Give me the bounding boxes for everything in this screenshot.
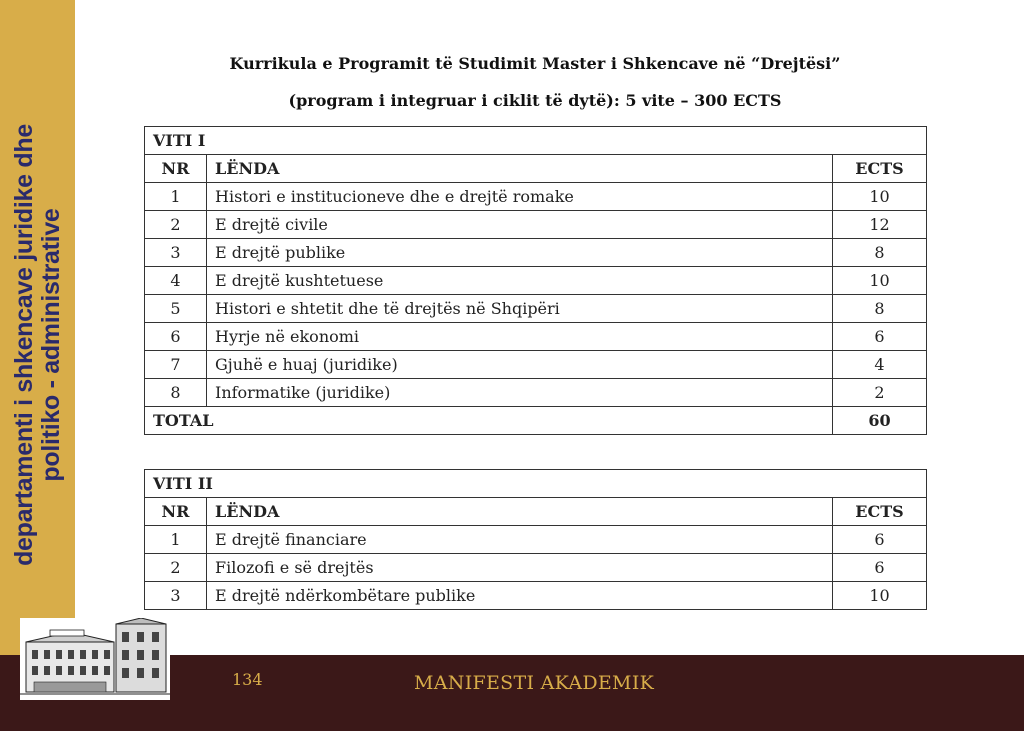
row-subject: E drejtë civile <box>207 211 833 239</box>
row-nr: 6 <box>145 323 207 351</box>
row-ects: 8 <box>833 295 927 323</box>
header-ects: ECTS <box>833 155 927 183</box>
row-subject: E drejtë publike <box>207 239 833 267</box>
year-row <box>145 470 927 498</box>
total-row <box>145 407 927 435</box>
header-row <box>145 155 927 183</box>
row-nr: 4 <box>145 267 207 295</box>
row-subject: Informatike (juridike) <box>207 379 833 407</box>
university-building-illustration <box>20 618 170 700</box>
row-nr: 5 <box>145 295 207 323</box>
table-row <box>145 526 927 554</box>
row-ects: 8 <box>833 239 927 267</box>
department-name <box>11 124 65 566</box>
row-ects: 6 <box>833 323 927 351</box>
curriculum-table-year-2 <box>144 469 927 610</box>
page-subtitle: (program i integruar i ciklit të dytë): 5 vite – 300 ECTS <box>288 91 782 110</box>
row-nr: 2 <box>145 211 207 239</box>
table-row <box>145 323 927 351</box>
row-ects: 10 <box>833 267 927 295</box>
row-subject: Histori e institucioneve dhe e drejtë romake <box>207 183 833 211</box>
row-ects: 6 <box>833 526 927 554</box>
row-nr: 8 <box>145 379 207 407</box>
header-nr: NR <box>145 155 207 183</box>
row-subject: E drejtë financiare <box>207 526 833 554</box>
row-nr: 3 <box>145 582 207 610</box>
header-subject: LËNDA <box>207 498 833 526</box>
row-nr: 1 <box>145 183 207 211</box>
table-row <box>145 211 927 239</box>
total-value: 60 <box>833 407 927 435</box>
row-ects: 2 <box>833 379 927 407</box>
table-row <box>145 239 927 267</box>
header-ects: ECTS <box>833 498 927 526</box>
year-row <box>145 127 927 155</box>
page-title: Kurrikula e Programit të Studimit Master i Shkencave në “Drejtësi” <box>229 54 841 73</box>
row-subject: Gjuhë e huaj (juridike) <box>207 351 833 379</box>
department-name-line2: politiko - administrative <box>37 208 65 482</box>
row-ects: 4 <box>833 351 927 379</box>
row-subject: Filozofi e së drejtës <box>207 554 833 582</box>
table-row <box>145 582 927 610</box>
header-row <box>145 498 927 526</box>
header-nr: NR <box>145 498 207 526</box>
row-nr: 3 <box>145 239 207 267</box>
table-row <box>145 295 927 323</box>
row-ects: 6 <box>833 554 927 582</box>
row-subject: Hyrje në ekonomi <box>207 323 833 351</box>
row-ects: 12 <box>833 211 927 239</box>
row-nr: 1 <box>145 526 207 554</box>
row-nr: 2 <box>145 554 207 582</box>
department-name-line1: departamenti i shkencave juridike dhe <box>10 124 38 566</box>
header-subject: LËNDA <box>207 155 833 183</box>
row-subject: E drejtë kushtetuese <box>207 267 833 295</box>
table-row <box>145 183 927 211</box>
year-label: VITI II <box>145 470 927 498</box>
footer-title: MANIFESTI AKADEMIK <box>414 672 655 694</box>
year-label: VITI I <box>145 127 927 155</box>
row-ects: 10 <box>833 183 927 211</box>
row-ects: 10 <box>833 582 927 610</box>
row-subject: Histori e shtetit dhe të drejtës në Shqipëri <box>207 295 833 323</box>
curriculum-table-year-1 <box>144 126 927 435</box>
row-nr: 7 <box>145 351 207 379</box>
row-subject: E drejtë ndërkombëtare publike <box>207 582 833 610</box>
table-row <box>145 351 927 379</box>
table-row <box>145 379 927 407</box>
page-number: 134 <box>232 670 263 689</box>
table-row <box>145 554 927 582</box>
table-row <box>145 267 927 295</box>
total-label: TOTAL <box>145 407 833 435</box>
